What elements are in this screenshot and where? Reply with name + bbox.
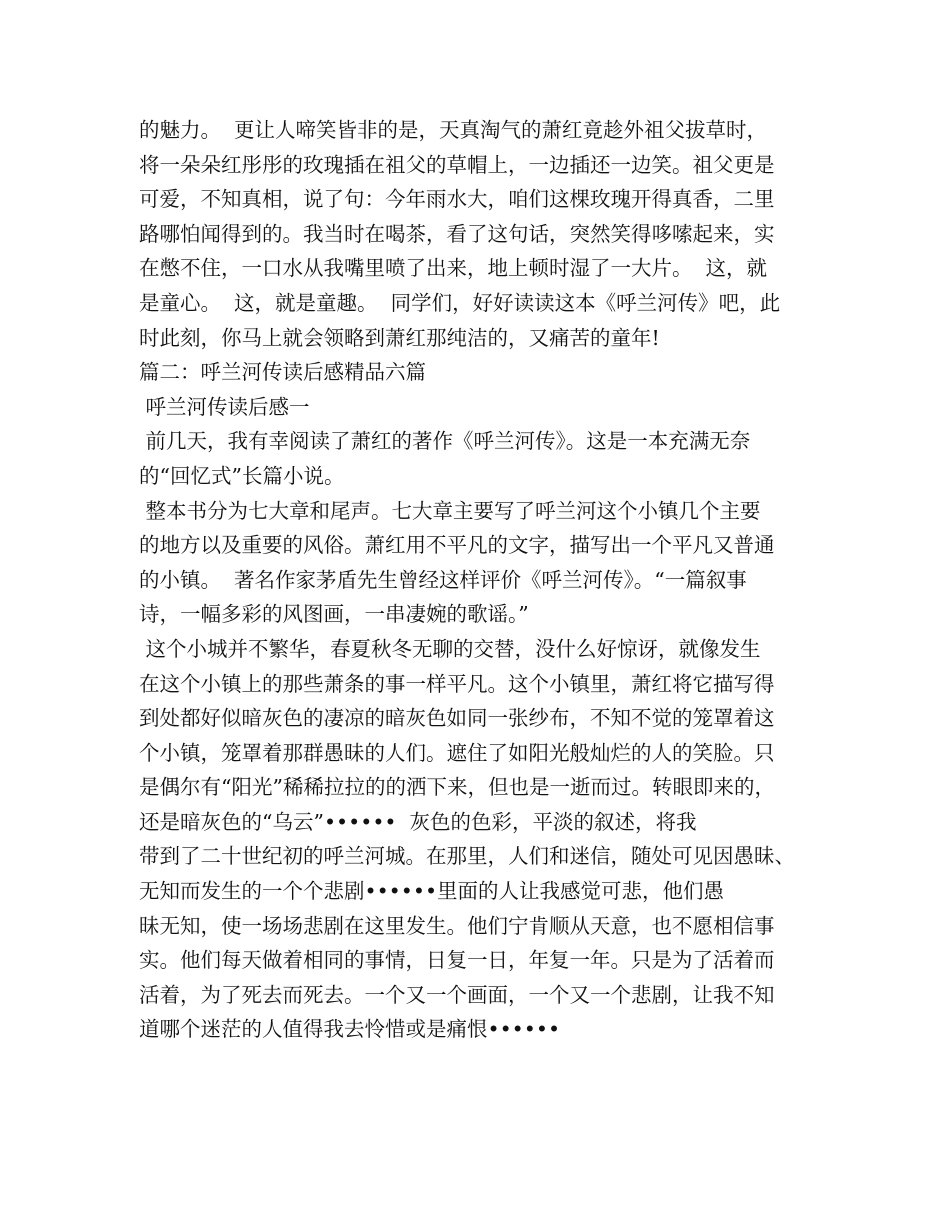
text-line: 实。他们每天做着相同的事情，日复一日，年复一年。只是为了活着而 <box>139 948 775 973</box>
subsection-heading: 呼兰河传读后感一 <box>139 394 310 419</box>
text-line: 诗，一幅多彩的风图画，一串凄婉的歌谣。” <box>139 602 529 627</box>
text-line: 时此刻，你马上就会领略到萧红那纯洁的，又痛苦的童年! <box>139 325 660 350</box>
text-line: 到处都好似暗灰色的凄凉的暗灰色如同一张纱布，不知不觉的笼罩着这 <box>139 706 775 731</box>
text-line: 还是暗灰色的“乌云”•••••• 灰色的色彩，平淡的叙述，将我 <box>139 809 697 834</box>
text-line: 可爱，不知真相，说了句：今年雨水大，咱们这棵玫瑰开得真香，二里 <box>139 187 775 212</box>
text-line: 是偶尔有“阳光”稀稀拉拉的的洒下来，但也是一逝而过。转眼即来的， <box>139 775 775 800</box>
text-line: 昧无知，使一场场悲剧在这里发生。他们宁肯顺从天意，也不愿相信事 <box>139 913 775 938</box>
text-line: 是童心。 这，就是童趣。 同学们，好好读读这本《呼兰河传》吧，此 <box>139 290 781 315</box>
text-line: 的“回忆式”长篇小说。 <box>139 463 345 488</box>
text-line: 无知而发生的一个个悲剧••••••里面的人让我感觉可悲，他们愚 <box>139 879 725 904</box>
text-line: 活着，为了死去而死去。一个又一个画面，一个又一个悲剧，让我不知 <box>139 982 775 1007</box>
text-line: 前几天，我有幸阅读了萧红的著作《呼兰河传》。这是一本充满无奈 <box>139 429 751 454</box>
text-line: 道哪个迷茫的人值得我去怜惜或是痛恨•••••• <box>139 1017 561 1042</box>
text-line: 在憋不住，一口水从我嘴里喷了出来，地上顿时湿了一大片。 这，就 <box>139 256 768 281</box>
text-line: 将一朵朵红彤彤的玫瑰插在祖父的草帽上，一边插还一边笑。祖父更是 <box>139 152 775 177</box>
document-body <box>139 113 839 1047</box>
text-line: 这个小城并不繁华，春夏秋冬无聊的交替，没什么好惊讶，就像发生 <box>139 636 761 661</box>
text-line: 个小镇，笼罩着那群愚昧的人们。遮住了如阳光般灿烂的人的笑脸。只 <box>139 740 775 765</box>
text-line: 整本书分为七大章和尾声。七大章主要写了呼兰河这个小镇几个主要 <box>139 498 761 523</box>
text-line: 的地方以及重要的风俗。萧红用不平凡的文字，描写出一个平凡又普通 <box>139 533 775 558</box>
text-line: 带到了二十世纪初的呼兰河城。在那里，人们和迷信，随处可见因愚昧、 <box>139 844 795 869</box>
text-line: 的魅力。 更让人啼笑皆非的是，天真淘气的萧红竟趁外祖父拔草时， <box>139 118 768 142</box>
text-line: 路哪怕闻得到的。我当时在喝茶，看了这句话，突然笑得哆嗦起来，实 <box>139 221 775 246</box>
section-heading: 篇二：呼兰河传读后感精品六篇 <box>139 360 426 385</box>
text-line: 的小镇。 著名作家茅盾先生曾经这样评价《呼兰河传》。“一篇叙事 <box>139 567 747 592</box>
text-line: 在这个小镇上的那些萧条的事一样平凡。这个小镇里，萧红将它描写得 <box>139 671 775 696</box>
